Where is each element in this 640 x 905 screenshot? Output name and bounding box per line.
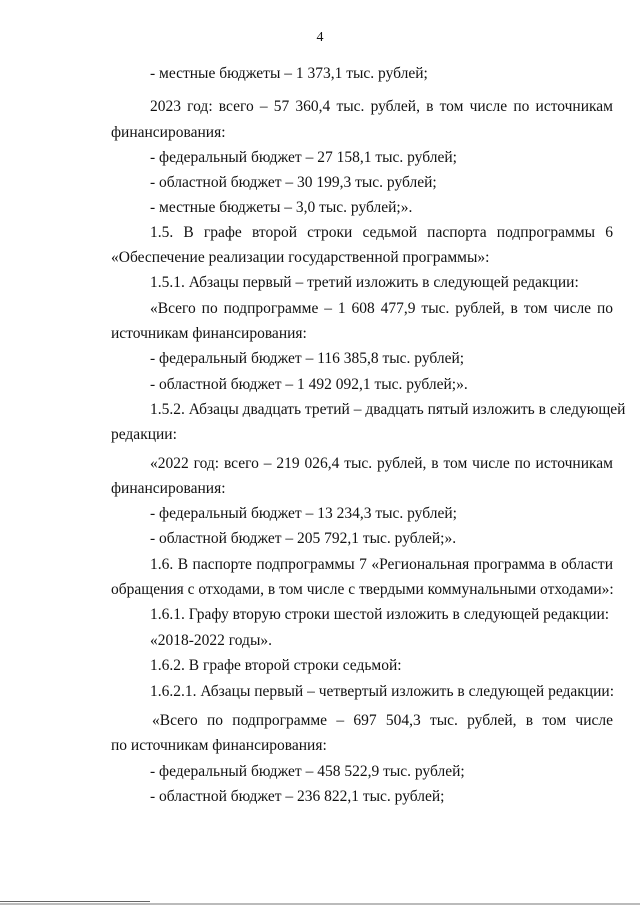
- text-line: - местные бюджеты – 3,0 тыс. рублей;».: [150, 199, 413, 216]
- text-line: - федеральный бюджет – 458 522,9 тыс. рублей;: [150, 763, 465, 780]
- text-line: обращения с отходами, в том числе с твердыми коммунальными отходами»:: [111, 581, 614, 598]
- text-line: - областной бюджет – 236 822,1 тыс. рублей;: [150, 788, 445, 805]
- page-number: 4: [316, 30, 324, 45]
- text-line: 1.5.2. Абзацы двадцать третий – двадцать пятый изложить в следующей: [150, 401, 626, 418]
- text-line: «2018-2022 годы».: [150, 632, 272, 649]
- text-line: редакции:: [111, 426, 177, 443]
- text-line: 1.6.1. Графу вторую строки шестой изложить в следующей редакции:: [150, 606, 610, 623]
- text-line: 1.6.2.1. Абзацы первый – четвертый изложить в следующей редакции:: [150, 683, 615, 700]
- text-line: 1.5.1. Абзацы первый – третий изложить в следующей редакции:: [150, 274, 579, 291]
- text-line: - федеральный бюджет – 116 385,8 тыс. рублей;: [150, 350, 465, 367]
- text-line: по источникам финансирования:: [111, 737, 327, 754]
- text-line: источникам финансирования:: [111, 325, 307, 342]
- text-line: - федеральный бюджет – 27 158,1 тыс. рублей;: [150, 149, 457, 166]
- text-line: 1.5. В графе второй строки седьмой паспорта подпрограммы 6: [150, 224, 613, 241]
- text-line: - федеральный бюджет – 13 234,3 тыс. рублей;: [150, 505, 457, 522]
- text-line: финансирования:: [111, 480, 226, 497]
- text-line: «Всего по подпрограмме – 1 608 477,9 тыс. рублей, в том числе по: [150, 300, 613, 317]
- text-line: - областной бюджет – 205 792,1 тыс. рублей;».: [150, 530, 457, 547]
- text-line: финансирования:: [111, 124, 226, 141]
- text-line: 2023 год: всего – 57 360,4 тыс. рублей, в том числе по источникам: [150, 98, 613, 115]
- text-line: 1.6. В паспорте подпрограммы 7 «Региональная программа в области: [150, 556, 613, 573]
- text-line: «Обеспечение реализации государственной программы»:: [111, 249, 490, 266]
- text-line: «Всего по подпрограмме – 697 504,3 тыс. рублей, в том числе: [152, 712, 613, 729]
- text-line: 1.6.2. В графе второй строки седьмой:: [150, 657, 402, 674]
- scan-edge-line: [0, 901, 150, 902]
- text-line: - местные бюджеты – 1 373,1 тыс. рублей;: [150, 65, 428, 82]
- text-line: - областной бюджет – 1 492 092,1 тыс. рублей;».: [150, 376, 468, 393]
- text-line: - областной бюджет – 30 199,3 тыс. рублей;: [150, 174, 437, 191]
- text-line: «2022 год: всего – 219 026,4 тыс. рублей, в том числе по источникам: [150, 455, 613, 472]
